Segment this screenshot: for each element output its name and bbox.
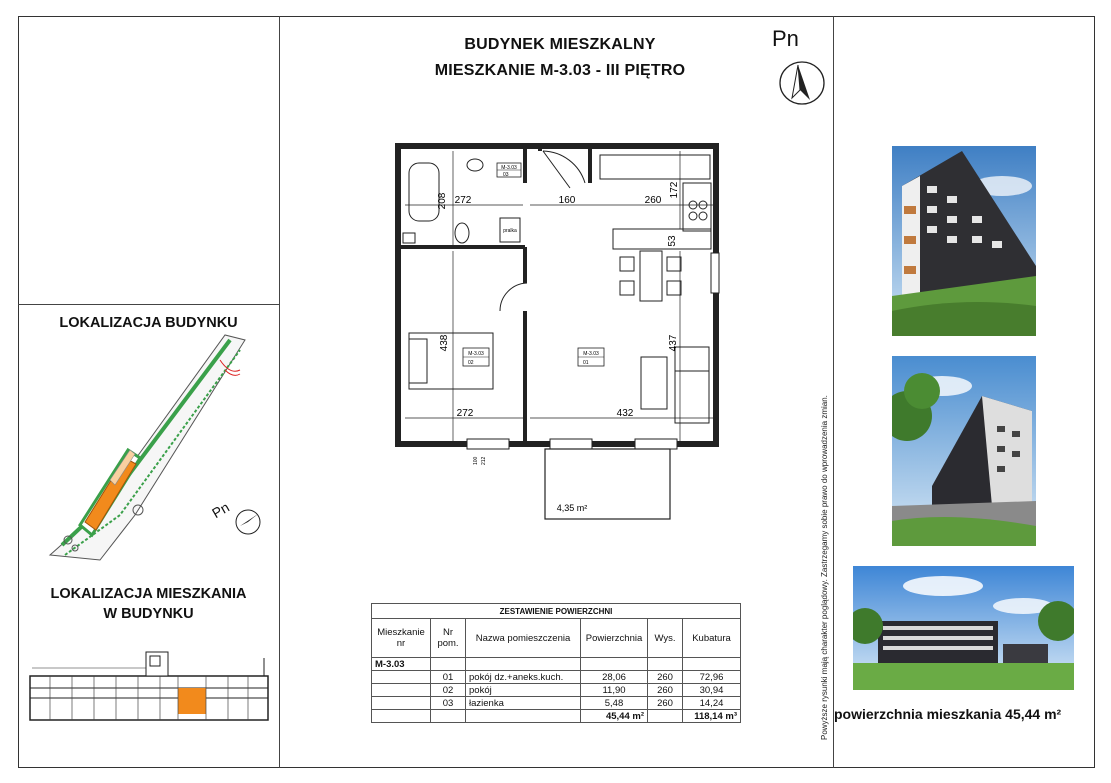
tag-living: M-3.03 <box>583 351 599 357</box>
building-photo-3 <box>853 566 1074 690</box>
floor-plan <box>395 143 720 523</box>
site-plan <box>40 330 260 570</box>
table-row: 02 pokój 11,90 260 30,94 <box>372 684 741 697</box>
dim-437: 437 <box>668 334 679 352</box>
building-photo-1 <box>892 146 1036 336</box>
north-arrow-icon <box>778 60 826 106</box>
dim-272-top: 272 <box>454 195 472 206</box>
dim-160: 160 <box>558 195 576 206</box>
building-location-title: LOKALIZACJA BUDYNKU <box>59 315 238 331</box>
site-north-label: Pn <box>209 498 232 522</box>
window-dim-a: 100 <box>473 456 479 465</box>
disclaimer: Powyższe rysunki mają charakter poglądowy. Zastrzegamy sobie prawo do wprowadzenia zmian. <box>820 395 829 740</box>
total-area: 45,44 m² <box>581 710 648 723</box>
north-label: Pn <box>772 26 799 51</box>
building-key-plan <box>28 648 273 728</box>
title-line-2: MIESZKANIE M-3.03 - III PIĘTRO <box>434 62 686 79</box>
tag-bath: M-3.03 <box>501 165 517 171</box>
col-room-name: Nazwa pomieszczenia <box>466 619 581 658</box>
col-apartment: Mieszkanie nr <box>372 619 431 658</box>
col-room-nr: Nr pom. <box>431 619 466 658</box>
tag-living-no: 01 <box>583 360 589 366</box>
apartment-id: M-3.03 <box>372 658 431 671</box>
dim-53: 53 <box>667 235 678 247</box>
col-volume: Kubatura <box>683 619 741 658</box>
apartment-location-title-2: W BUDYNKU <box>103 606 194 622</box>
apartment-location-title-1: LOKALIZACJA MIESZKANIA <box>50 586 247 602</box>
dim-260: 260 <box>644 195 662 206</box>
dim-432: 432 <box>616 408 634 419</box>
table-title: ZESTAWIENIE POWIERZCHNI <box>372 604 741 619</box>
dim-272-bottom: 272 <box>456 408 474 419</box>
tag-bed-no: 02 <box>468 360 474 366</box>
area-table <box>371 603 741 723</box>
total-volume: 118,14 m³ <box>683 710 741 723</box>
col-height: Wys. <box>648 619 683 658</box>
left-divider <box>279 16 280 768</box>
table-row: 01 pokój dz.+aneks.kuch. 28,06 260 72,96 <box>372 671 741 684</box>
right-divider <box>833 16 834 768</box>
building-photo-2 <box>892 356 1036 546</box>
tag-bed: M-3.03 <box>468 351 484 357</box>
table-row: 03 łazienka 5,48 260 14,24 <box>372 697 741 710</box>
window-dim-b: 212 <box>481 456 487 465</box>
dim-438: 438 <box>439 334 450 352</box>
apartment-area-summary: powierzchnia mieszkania 45,44 m² <box>834 706 1062 722</box>
col-area: Powierzchnia <box>581 619 648 658</box>
dim-172: 172 <box>669 181 680 199</box>
washer-label: pralka <box>503 228 517 234</box>
title-line-1: BUDYNEK MIESZKALNY <box>464 36 656 53</box>
balcony-area: 4,35 m² <box>556 503 588 513</box>
table-total-row <box>372 710 741 723</box>
left-hsplit <box>18 304 279 305</box>
dim-208: 208 <box>437 192 448 210</box>
site-north-arrow-icon <box>234 508 262 536</box>
tag-bath-no: 03 <box>503 172 509 178</box>
